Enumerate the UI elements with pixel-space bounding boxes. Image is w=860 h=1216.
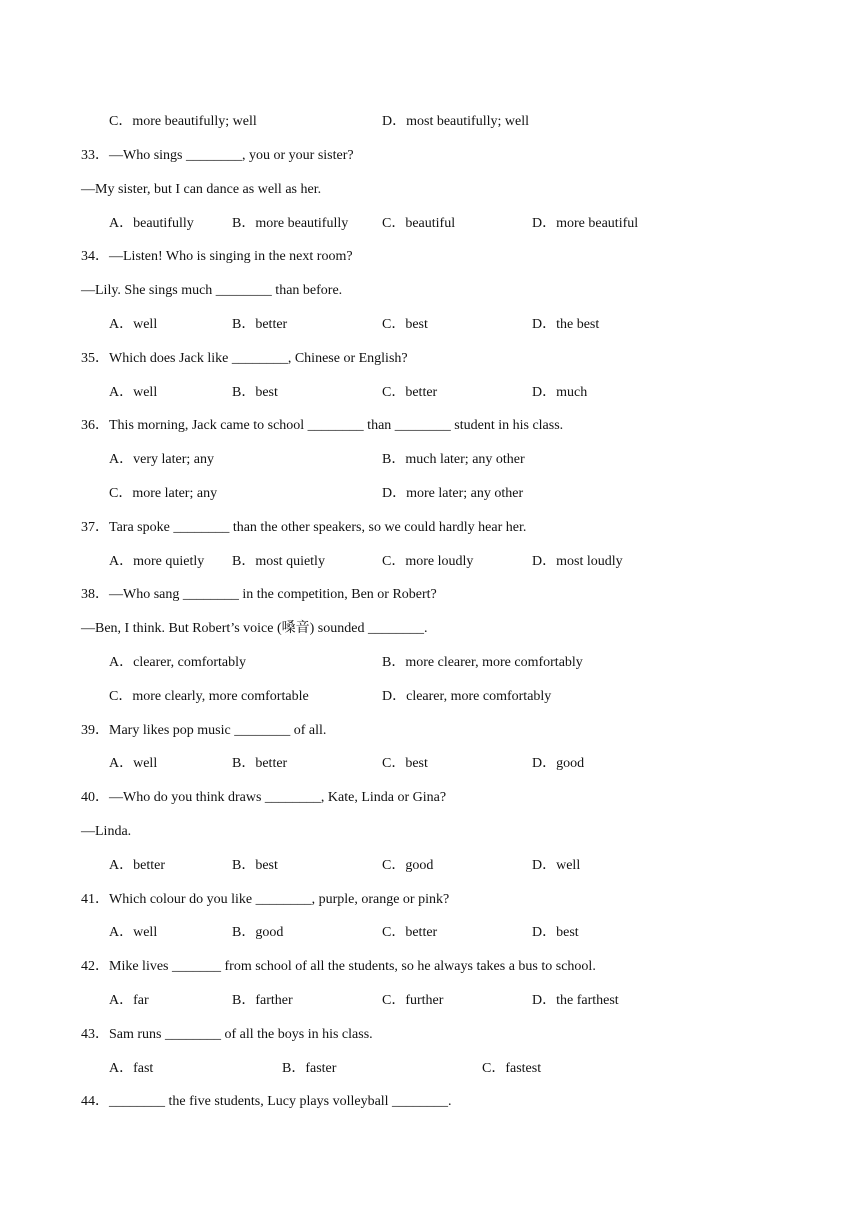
answer-option: D．most loudly [532, 554, 623, 569]
answer-option: D．more later; any other [382, 486, 524, 501]
answer-option: C．beautiful [382, 216, 456, 231]
answer-option: D．clearer, more comfortably [382, 689, 552, 704]
answer-option: C．more clearly, more comfortable [109, 689, 309, 704]
answer-option: A．well [109, 925, 158, 940]
question-line: 43．Sam runs ________ of all the boys in his class. [81, 1027, 373, 1042]
answer-option: B．best [232, 858, 278, 873]
answer-option: B．best [232, 385, 278, 400]
answer-option: A．very later; any [109, 452, 214, 467]
answer-option: C．further [382, 993, 444, 1008]
answer-option: B．much later; any other [382, 452, 525, 467]
answer-option: B．most quietly [232, 554, 325, 569]
question-line: 34．—Listen! Who is singing in the next room? [81, 249, 353, 264]
answer-option: A．fast [109, 1061, 154, 1076]
answer-option: D．most beautifully; well [382, 114, 529, 129]
answer-option: D．the farthest [532, 993, 619, 1008]
question-line: 41．Which colour do you like ________, purple, orange or pink? [81, 892, 450, 907]
answer-option: D．well [532, 858, 581, 873]
answer-option: A．clearer, comfortably [109, 655, 247, 670]
answer-option: B．better [232, 756, 288, 771]
answer-option: C．fastest [482, 1061, 542, 1076]
answer-option: C．more later; any [109, 486, 218, 501]
answer-option: B．good [232, 925, 284, 940]
answer-option: B．faster [282, 1061, 337, 1076]
question-line: 37．Tara spoke ________ than the other speakers, so we could hardly hear her. [81, 520, 527, 535]
answer-option: D．best [532, 925, 579, 940]
answer-option: C．better [382, 925, 438, 940]
answer-option: A．well [109, 317, 158, 332]
answer-option: D．good [532, 756, 585, 771]
answer-option: D．more beautiful [532, 216, 639, 231]
answer-option: B．better [232, 317, 288, 332]
answer-option: A．well [109, 756, 158, 771]
answer-option: C．best [382, 317, 428, 332]
question-line: 39．Mary likes pop music ________ of all. [81, 723, 327, 738]
question-line: —Ben, I think. But Robert’s voice (嗓音) sounded ________. [81, 621, 428, 636]
answer-option: A．more quietly [109, 554, 205, 569]
answer-option: A．well [109, 385, 158, 400]
question-line: 33．—Who sings ________, you or your sister? [81, 148, 354, 163]
question-line: —Lily. She sings much ________ than before. [81, 283, 343, 298]
question-line: 38．—Who sang ________ in the competition, Ben or Robert? [81, 587, 437, 602]
answer-option: D．the best [532, 317, 600, 332]
answer-option: C．better [382, 385, 438, 400]
question-line: 42．Mike lives _______ from school of all the students, so he always takes a bus to school. [81, 959, 596, 974]
question-line: 35．Which does Jack like ________, Chinese or English? [81, 351, 408, 366]
answer-option: A．beautifully [109, 216, 194, 231]
question-line: 44．________ the five students, Lucy plays volleyball ________. [81, 1094, 452, 1109]
answer-option: C．good [382, 858, 434, 873]
answer-option: C．more loudly [382, 554, 474, 569]
question-line: —Linda. [81, 824, 132, 839]
answer-option: A．far [109, 993, 149, 1008]
answer-option: C．best [382, 756, 428, 771]
answer-option: B．farther [232, 993, 293, 1008]
question-line: 36．This morning, Jack came to school ________ than ________ student in his class. [81, 418, 564, 433]
answer-option: D．much [532, 385, 588, 400]
question-line: 40．—Who do you think draws ________, Kate, Linda or Gina? [81, 790, 447, 805]
answer-option: B．more clearer, more comfortably [382, 655, 583, 670]
question-line: —My sister, but I can dance as well as her. [81, 182, 322, 197]
answer-option: C．more beautifully; well [109, 114, 257, 129]
answer-option: A．better [109, 858, 165, 873]
answer-option: B．more beautifully [232, 216, 349, 231]
